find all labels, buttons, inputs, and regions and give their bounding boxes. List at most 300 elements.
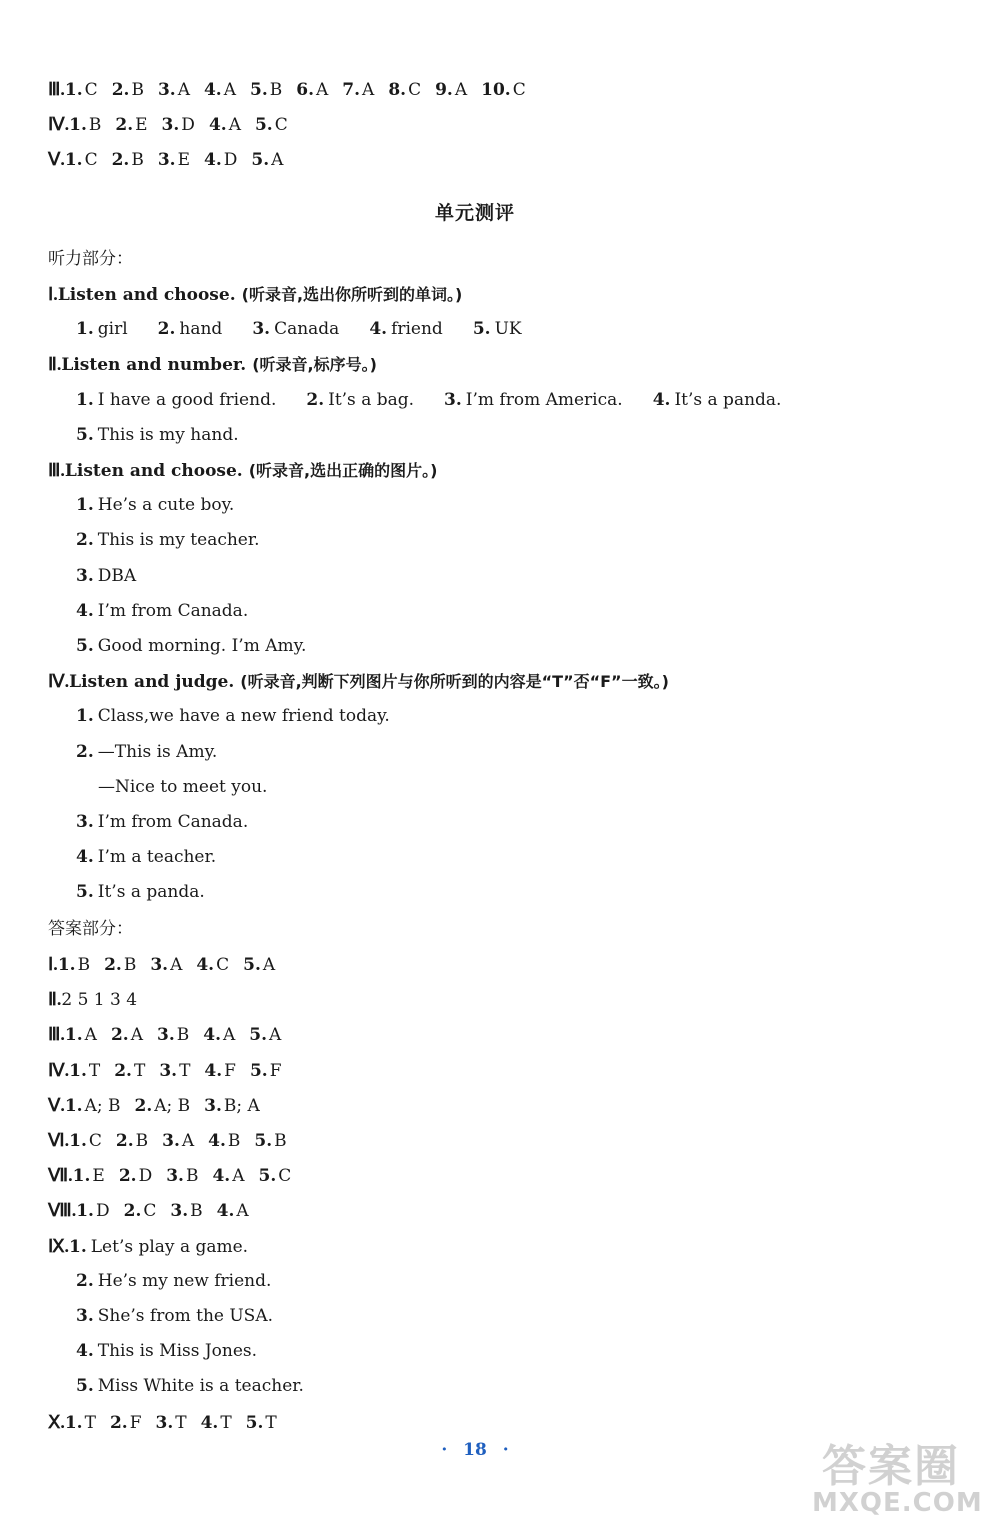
section-instruction-cn: (听录音,标序号。) [252, 355, 377, 374]
item-value: F [129, 1413, 142, 1433]
answer-item [115, 115, 147, 135]
item-text: DBA [97, 566, 137, 586]
item-number: 2. [76, 1271, 94, 1291]
item-number: 5. [249, 1061, 268, 1081]
item-value: A [236, 1201, 249, 1221]
section-instruction-cn: (听录音,判断下列图片与你所听到的内容是“T”否“F”一致。) [240, 672, 669, 691]
roman-numeral: Ⅷ. [48, 1200, 77, 1220]
answer-item [112, 80, 144, 100]
answer-item [250, 1061, 282, 1081]
item-value: A [362, 80, 375, 100]
listening-line [76, 565, 166, 587]
answer-item [243, 955, 275, 975]
roman-numeral: Ⅶ. [48, 1165, 73, 1185]
item-value: T [175, 1413, 187, 1433]
item-number: 2. [114, 1061, 132, 1081]
item-text: I’m from America. [465, 390, 623, 410]
answer-item [255, 115, 288, 135]
item-value: B [131, 80, 144, 100]
item-value: C [84, 150, 98, 170]
item-text: I’m from Canada. [97, 601, 249, 621]
answer-item [204, 1061, 236, 1081]
item-value: T [265, 1413, 277, 1433]
item-value: C [88, 1131, 102, 1151]
listening-item [76, 601, 248, 621]
item-text: Good morning. I’m Amy. [97, 636, 307, 656]
answer-item [65, 1413, 96, 1433]
item-value: A [262, 955, 276, 975]
item-value: B [176, 1025, 190, 1045]
roman-numeral: Ⅸ. [48, 1236, 70, 1256]
roman-numeral: Ⅱ. [48, 989, 62, 1009]
item-number: 5. [243, 955, 261, 975]
item-number: 3. [157, 150, 176, 170]
roman-numeral: Ⅳ. [48, 1060, 70, 1080]
item-value: B [190, 1201, 203, 1221]
item-value: A [223, 80, 236, 100]
item-number: 4. [204, 1061, 223, 1081]
item-number: 2. [115, 115, 134, 135]
item-value: E [177, 150, 191, 170]
listening-line [76, 811, 278, 833]
answer-row [48, 1411, 291, 1434]
answer-item [65, 1096, 121, 1116]
listening-line [76, 846, 246, 868]
listening-item [76, 742, 217, 762]
answer-item [65, 150, 98, 170]
item-value: B [77, 955, 91, 975]
page-dot-left: · [441, 1440, 448, 1460]
item-number: 1. [64, 150, 83, 170]
item-text: This is Miss Jones. [97, 1341, 258, 1361]
item-text: It’s a panda. [97, 882, 205, 902]
page-number [0, 1440, 950, 1460]
answer-item [69, 1061, 100, 1081]
item-text: Canada [274, 319, 340, 339]
answer-item [212, 1166, 244, 1186]
answer-item [73, 1166, 105, 1186]
item-text: UK [494, 319, 522, 339]
item-value: B; A [223, 1096, 260, 1116]
answer-item [155, 1413, 186, 1433]
answer-item [111, 1025, 143, 1045]
answer-item [157, 1025, 189, 1045]
listening-item [76, 530, 260, 550]
answer-row [48, 1129, 301, 1152]
answer-item [162, 1131, 194, 1151]
listening-item [76, 425, 239, 445]
roman-numeral: Ⅰ. [48, 954, 58, 974]
item-text: —This is Amy. [97, 742, 218, 762]
answer-item [150, 955, 182, 975]
item-value: T [88, 1061, 101, 1081]
section-heading-text [48, 355, 377, 375]
answer-item [58, 955, 90, 975]
item-value: T [220, 1413, 232, 1433]
item-number: 3. [170, 1201, 189, 1221]
item-number: 3. [159, 1061, 178, 1081]
roman-numeral: Ⅵ. [48, 1130, 70, 1150]
answer-item [251, 150, 283, 170]
item-number: 2. [110, 1025, 129, 1045]
answer-item [162, 115, 195, 135]
answer-row [48, 1199, 263, 1222]
listening-line [76, 741, 247, 763]
answer-row [48, 148, 297, 171]
answer-item [158, 80, 190, 100]
answer-row [48, 1094, 274, 1117]
item-number: 4. [196, 955, 215, 975]
answer-row [48, 1164, 305, 1187]
item-number: 3. [444, 390, 462, 410]
section-heading [48, 283, 462, 306]
answer-row [48, 953, 289, 976]
section-heading-text [48, 285, 462, 305]
answers-heading [48, 918, 133, 940]
item-text: It’s a panda. [674, 390, 782, 410]
answer-item [481, 80, 526, 100]
answer-item [76, 1201, 109, 1221]
item-number: 10. [481, 80, 511, 100]
answer-item [204, 80, 236, 100]
item-number: 3. [252, 319, 271, 339]
item-text: hand [179, 319, 223, 339]
listening-line [76, 494, 264, 516]
item-number: 6. [296, 80, 314, 100]
answer-row [48, 1023, 295, 1046]
answer-row [48, 113, 302, 136]
item-value: C [84, 80, 98, 100]
item-text: I’m a teacher. [97, 847, 217, 867]
item-text: This is my teacher. [97, 530, 260, 550]
item-number: 1. [76, 495, 94, 515]
item-number: 3. [156, 1025, 175, 1045]
item-number: 4. [369, 319, 388, 339]
item-value: B [135, 1131, 149, 1151]
listening-line [76, 776, 297, 798]
item-number: 1. [64, 1096, 83, 1116]
item-number: 1. [76, 390, 94, 410]
answer-item [204, 150, 237, 170]
listening-line [76, 881, 235, 903]
answer-sentence-row [48, 1235, 248, 1258]
item-number: 4. [203, 1025, 221, 1045]
roman-numeral: Ⅲ. [48, 79, 65, 99]
item-value: E [135, 115, 148, 135]
item-number: 4. [652, 390, 671, 410]
item-number: 1. [76, 706, 94, 726]
item-number: 2. [111, 150, 130, 170]
item-number: 2. [76, 530, 94, 550]
item-number: 2. [104, 955, 122, 975]
listening-item [76, 390, 276, 410]
listening-item [76, 636, 306, 656]
item-value: D [181, 115, 195, 135]
item-text: girl [97, 319, 128, 339]
listening-item [76, 566, 136, 586]
answer-sentence-row [76, 1340, 257, 1362]
answer-item [69, 1131, 102, 1151]
item-value: D [138, 1166, 153, 1186]
item-number: 3. [76, 566, 94, 586]
answer-row [48, 988, 137, 1011]
item-value: A [316, 80, 329, 100]
answer-item [159, 1061, 190, 1081]
item-number: 7. [342, 80, 361, 100]
listening-item [252, 319, 339, 339]
answer-item [250, 80, 282, 100]
item-number: 5. [258, 1166, 277, 1186]
item-value: A [271, 150, 284, 170]
item-number: 4. [204, 150, 222, 170]
item-value: A; B [154, 1096, 191, 1116]
item-number: 3. [155, 1413, 174, 1433]
item-value: D [95, 1201, 110, 1221]
item-number: 3. [166, 1166, 184, 1186]
item-text: He’s my new friend. [97, 1271, 272, 1291]
answer-item [124, 1201, 157, 1221]
listening-item [76, 319, 128, 339]
item-number: 3. [76, 812, 94, 832]
page-number-value: 18 [463, 1440, 487, 1460]
section-heading-text [48, 461, 437, 481]
item-number: 4. [200, 1413, 219, 1433]
item-number: 4. [216, 1201, 235, 1221]
item-text: friend [391, 319, 443, 339]
item-number: 9. [435, 80, 453, 100]
section-heading [48, 670, 669, 693]
item-number: 2. [76, 742, 94, 762]
answer-item [112, 150, 144, 170]
watermark [812, 1430, 998, 1522]
item-number: 2. [109, 1413, 128, 1433]
listening-item [369, 319, 443, 339]
item-value: B [269, 80, 283, 100]
answer-sentence-row [76, 1270, 271, 1292]
section-instruction: Listen and choose. [64, 461, 243, 481]
item-number: 1. [69, 1061, 87, 1081]
answer-item [388, 80, 421, 100]
answer-item [134, 1096, 190, 1116]
answer-item [166, 1166, 198, 1186]
listening-line [76, 529, 290, 551]
item-number: 1. [69, 1131, 87, 1151]
item-number: 1. [76, 319, 94, 339]
item-value: A [454, 80, 468, 100]
item-number: 2. [306, 390, 325, 410]
item-number: 3. [76, 1306, 94, 1326]
item-number: 4. [76, 847, 94, 867]
answer-item [296, 80, 328, 100]
item-text: This is my hand. [97, 425, 239, 445]
answer-item [435, 80, 467, 100]
item-number: 4. [203, 80, 222, 100]
answer-row [48, 78, 540, 101]
item-number: 2. [115, 1131, 134, 1151]
item-number: 1. [64, 1413, 83, 1433]
item-value: T [179, 1061, 191, 1081]
item-value: A [228, 115, 241, 135]
item-value: C [274, 115, 288, 135]
answer-item [246, 1413, 277, 1433]
listening-line [76, 600, 278, 622]
item-value: A [177, 80, 190, 100]
item-text: Class,we have a new friend today. [97, 706, 390, 726]
answer-item [158, 150, 190, 170]
item-number: 2. [134, 1096, 153, 1116]
item-number: 5. [254, 115, 273, 135]
item-number: 5. [76, 425, 94, 445]
answer-item [342, 80, 374, 100]
item-value: D [223, 150, 238, 170]
item-number: 3. [162, 1131, 180, 1151]
answer-item [119, 1166, 152, 1186]
item-number: 5. [472, 319, 491, 339]
answer-item [170, 1201, 202, 1221]
listening-item [653, 390, 782, 410]
section-instruction-cn: (听录音,选出正确的图片。) [248, 461, 438, 480]
item-number: 3. [161, 115, 180, 135]
section-heading [48, 459, 437, 482]
item-value: A; B [84, 1096, 121, 1116]
item-number: 5. [251, 150, 270, 170]
item-number: 1. [69, 1237, 87, 1257]
roman-numeral: Ⅳ. [48, 671, 70, 691]
item-value: T [84, 1413, 96, 1433]
item-value: A [130, 1025, 143, 1045]
listening-item [444, 390, 623, 410]
item-value: C [278, 1166, 292, 1186]
item-value: B [185, 1166, 199, 1186]
item-value: C [408, 80, 422, 100]
item-number: 2. [111, 80, 130, 100]
section-heading-text [48, 672, 669, 692]
listening-heading-text: 听力部分： [48, 249, 133, 269]
answer-item [110, 1413, 142, 1433]
item-number: 3. [157, 80, 176, 100]
roman-numeral: Ⅴ. [48, 1095, 65, 1115]
roman-numeral: Ⅳ. [48, 114, 70, 134]
answer-item [114, 1061, 145, 1081]
listening-line [76, 705, 420, 727]
item-number: 5. [250, 80, 268, 100]
item-number: 2. [123, 1201, 142, 1221]
item-number: 5. [76, 1376, 94, 1396]
listening-item [306, 390, 414, 410]
listening-item [473, 319, 522, 339]
answer-item [65, 80, 98, 100]
item-value: C [143, 1201, 157, 1221]
answer-item [217, 1201, 249, 1221]
listening-item [76, 495, 234, 515]
answer-item [65, 1025, 97, 1045]
item-value: B [123, 955, 137, 975]
listening-heading [48, 248, 133, 270]
item-text: —Nice to meet you. [98, 777, 268, 797]
item-number: 1. [76, 1201, 94, 1221]
answer-item [201, 1413, 232, 1433]
item-value: B [227, 1131, 241, 1151]
item-text: He’s a cute boy. [97, 495, 235, 515]
item-text: It’s a bag. [328, 390, 415, 410]
answers-heading-text: 答案部分： [48, 919, 133, 939]
listening-item [76, 812, 248, 832]
item-number: 3. [150, 955, 169, 975]
section-instruction: Listen and judge. [69, 672, 235, 692]
item-text: Miss White is a teacher. [97, 1376, 304, 1396]
item-number: 8. [388, 80, 407, 100]
answer-sentence-row [76, 1375, 304, 1397]
item-number: 4. [208, 115, 227, 135]
answer-item [249, 1025, 281, 1045]
item-value: A [84, 1025, 97, 1045]
item-number: 5. [249, 1025, 268, 1045]
answer-item [203, 1025, 235, 1045]
item-number: 1. [57, 955, 76, 975]
listening-item [76, 706, 390, 726]
roman-numeral: Ⅲ. [48, 460, 65, 480]
item-value: A [269, 1025, 282, 1045]
item-number: 3. [204, 1096, 222, 1116]
answer-item [116, 1131, 148, 1151]
listening-item [94, 777, 267, 797]
item-number: 2. [157, 319, 176, 339]
item-number: 5. [254, 1131, 273, 1151]
item-text: I have a good friend. [97, 390, 277, 410]
item-value: B [274, 1131, 287, 1151]
page-title: 单元测评 [434, 202, 515, 224]
listening-line [76, 635, 336, 657]
item-number: 5. [245, 1413, 264, 1433]
answer-item [259, 1166, 292, 1186]
item-value: T [133, 1061, 146, 1081]
roman-numeral: Ⅲ. [48, 1024, 65, 1044]
watermark-url: MXQE.COM [812, 1488, 983, 1518]
roman-numeral: Ⅰ. [48, 284, 58, 304]
item-number: 4. [208, 1131, 226, 1151]
page-dot-right: · [502, 1440, 509, 1460]
item-number: 4. [212, 1166, 231, 1186]
listening-item [76, 882, 205, 902]
item-value: F [224, 1061, 236, 1081]
roman-numeral: Ⅹ. [48, 1412, 65, 1432]
section-instruction: Listen and choose. [57, 285, 236, 305]
answer-item [196, 955, 229, 975]
item-number: 2. [118, 1166, 137, 1186]
item-value: F [269, 1061, 282, 1081]
item-value: E [92, 1166, 105, 1186]
item-value: C [512, 80, 526, 100]
roman-numeral: Ⅱ. [48, 354, 62, 374]
item-value: C [216, 955, 230, 975]
section-instruction: Listen and number. [61, 355, 247, 375]
item-text: I’m from Canada. [97, 812, 249, 832]
item-value: A [170, 955, 183, 975]
listening-item [158, 319, 223, 339]
item-text: She’s from the USA. [97, 1306, 274, 1326]
answer-item [69, 115, 101, 135]
answer-item [254, 1131, 286, 1151]
listening-line [76, 389, 811, 411]
answer-row [48, 1059, 296, 1082]
listening-line [76, 424, 269, 446]
answer-item [209, 115, 241, 135]
item-value: A [181, 1131, 195, 1151]
roman-numeral: Ⅴ. [48, 149, 65, 169]
answer-sequence: 2 5 1 3 4 [61, 990, 138, 1010]
item-number: 1. [64, 1025, 83, 1045]
item-number: 4. [76, 1341, 94, 1361]
